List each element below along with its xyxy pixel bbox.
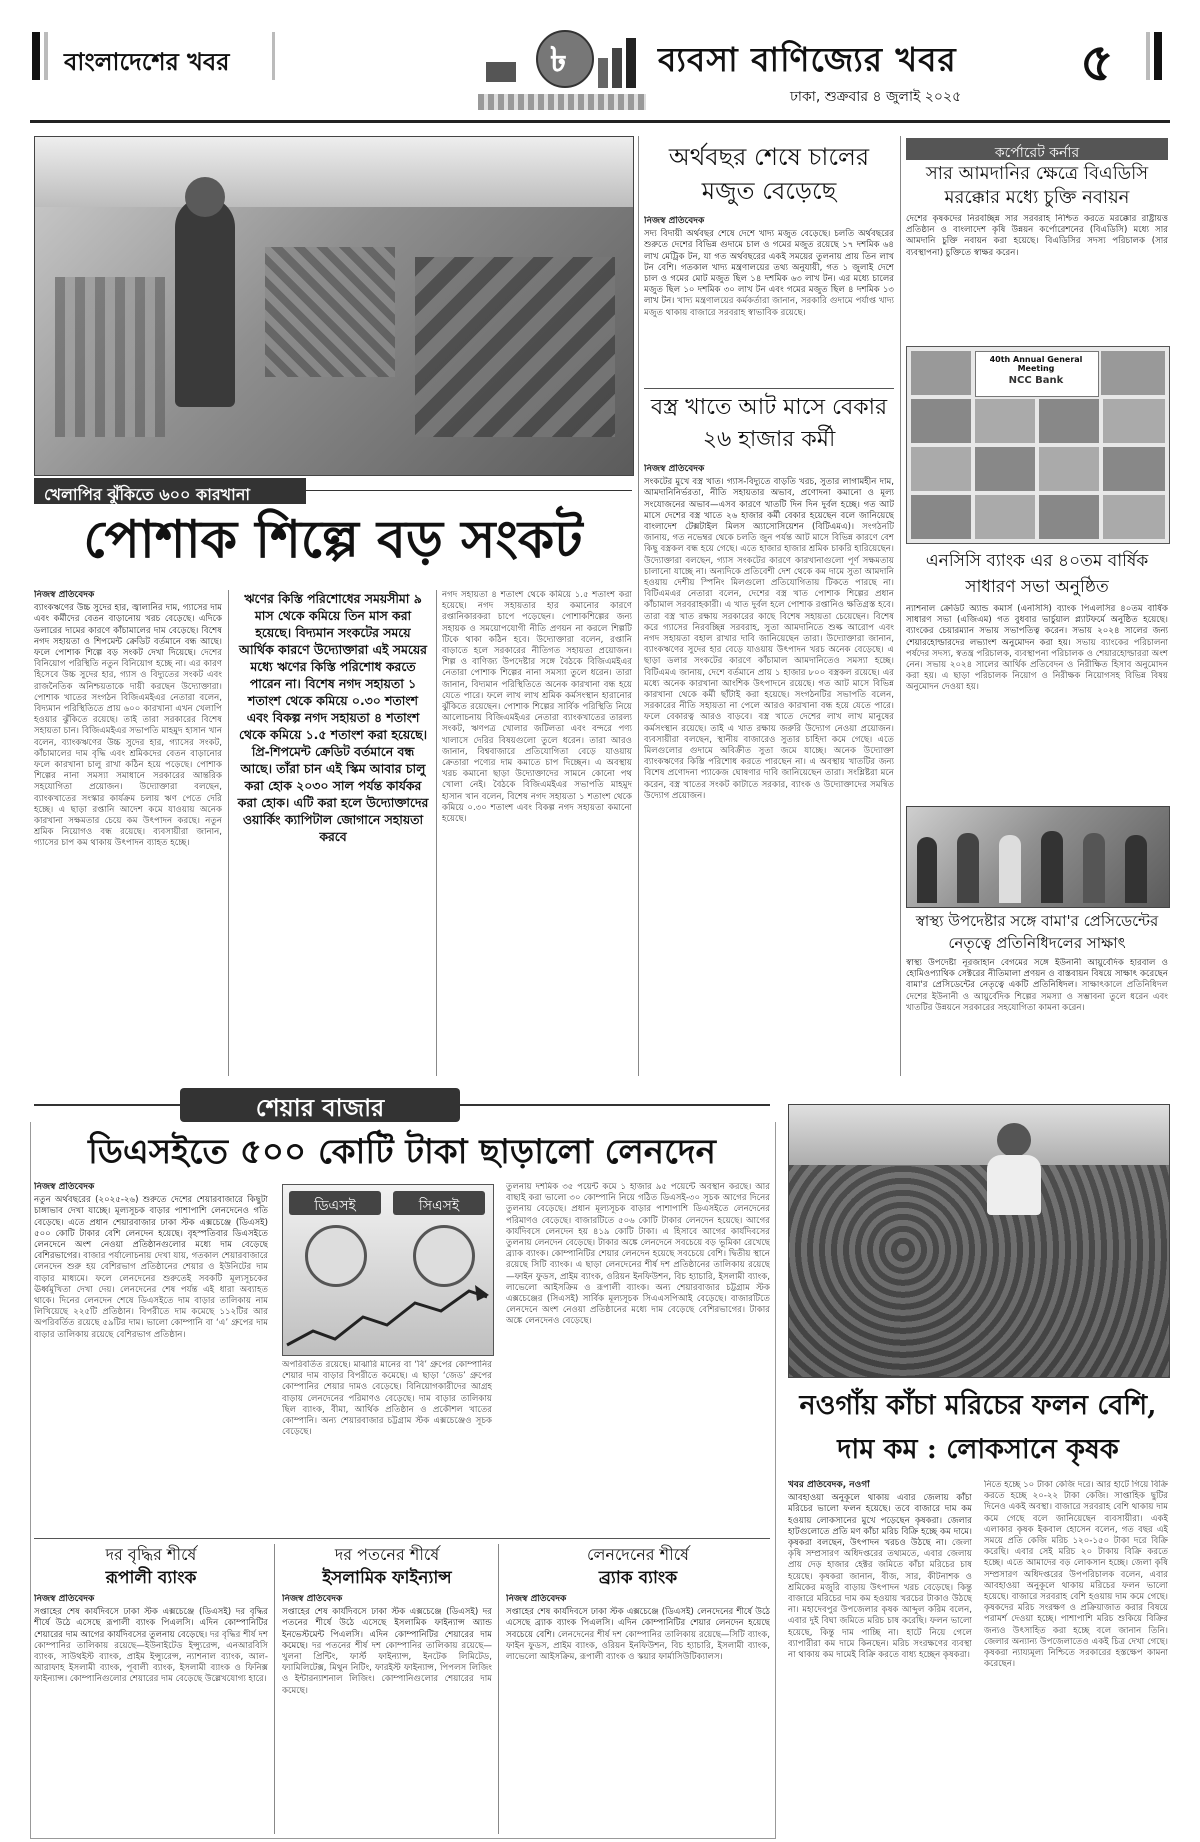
rice-rule	[644, 388, 894, 389]
sub1-kicker: দর বৃদ্ধির শীর্ষে	[105, 1545, 197, 1564]
lead-headline: পোশাক শিল্পে বড় সংকট	[83, 509, 583, 570]
textile-body: নিজস্ব প্রতিবেদক সংকটের মুখে বস্ত্র খাত। গ্যাস-বিদ্যুতে বাড়তি খরচ, সুতার লাগামহীন দাম, আমদানিনির্ভরতা, নীতি সহায়তার অভাব, প্রণোদনা কমানো ও মূল্য সংযোজনের অভাব—এসব কারণে খাতটি দিন দিন দুর্বল হচ্ছে। গত আট মাসে দেশের বস্ত্র খাতে ২৬ হাজার কর্মী বেকার হয়েছেন বলে জানিয়েছে বাংলাদেশ টেক্সটাইল মিলস অ্যাসোসিয়েশন (বিটিএমএ)। সংগঠনটি জানায়, গত নভেম্বর থেকে চলতি জুন পর্যন্ত আট মাসে বিভিন্ন কারণে বেশ কিছু বস্ত্রকল বন্ধ হয়ে গেছে। এতে হাজার হাজার শ্রমিক চাকরি হারিয়েছেন। উদ্যোক্তারা বলছেন, গ্যাস সংকটের কারণে কারখানাগুলো পূর্ণ সক্ষমতায় চালানো যাচ্ছে না। অন্যদিকে প্রতিবেশী দেশ থেকে কম দামে সুতা আমদানি হওয়ায় দেশীয় স্পিনিং মিলগুলো প্রতিযোগিতায় টিকতে পারছে না। বিটিএমএর নেতারা বলেন, দেশের বস্ত্র খাত পোশাক শিল্পের প্রধান কাঁচামাল সরবরাহকারী। এ খাত দুর্বল হলে পোশাক রপ্তানিও ক্ষতিগ্রস্ত হবে। তারা বস্ত্র খাত রক্ষায় সরকারের কাছে বিশেষ সহায়তা চেয়েছেন। বিশেষ করে গ্যাসের নিরবচ্ছিন্ন সরবরাহ, সুতা আমদানিতে শুল্ক আরোপ এবং নগদ সহায়তা বহাল রাখার দাবি জানিয়েছেন তারা। উদ্যোক্তারা জানান, ব্যাংকঋণের সুদের হার বেড়ে যাওয়ায় উৎপাদন খরচ অনেক বেড়েছে। এ ছাড়া ডলার সংকটের কারণে কাঁচামাল আমদানিতেও সমস্যা হচ্ছে। বিটিএমএ জানায়, দেশে বর্তমানে প্রায় ১ হাজার ৮০০ বস্ত্রকল রয়েছে। এর মধ্যে অনেক কারখানা আংশিক উৎপাদনে রয়েছে। গত আট মাসে বিভিন্ন কারখানা থেকে কর্মী ছাঁটাই করা হয়েছে। সংগঠনটির সভাপতি বলেন, সরকারের নীতি সহায়তা না পেলে আরও কারখানা বন্ধ হয়ে যেতে পারে। ফলে বেকারত্ব আরও বাড়বে। বস্ত্র খাতে দেশের লাখ লাখ মানুষের কর্মসংস্থান রয়েছে। তাই এ খাত রক্ষায় জরুরি উদ্যোগ নেওয়া প্রয়োজন। ব্যবসায়ীরা বলছেন, স্থানীয় বাজারেও সুতার চাহিদা কমে গেছে। এতে মিলগুলোর গুদামে অবিক্রীত সুতা জমে যাচ্ছে। অনেক উদ্যোক্তা ব্যাংকঋণের কিস্তি পরিশোধ করতে পারছেন না। এ অবস্থায় খাতটির জন্য বিশেষ প্রণোদনা প্যাকেজ ঘোষণার দাবি জানিয়েছেন তারা। সংশ্লিষ্টরা মনে করেন, বস্ত্র খাতের সংকট কাটাতে সরকার, ব্যাংক ও উদ্যোক্তাদের সমন্বিত উদ্যোগ প্রয়োজন।	[644, 464, 894, 801]
textile-byline: নিজস্ব প্রতিবেদক	[644, 464, 705, 474]
bama-body: স্বাস্থ্য উপদেষ্টা নূরজাহান বেগমের সঙ্গে ইউনানী আয়ুর্বেদিক হারবাল ও হোমিওপ্যাথিক সেক্টরের নীতিমালা প্রণয়ন ও বাস্তবায়ন বিষয়ে সাক্ষাৎ করেছেন বামা'র প্রেসিডেন্টের নেতৃত্বে একটি প্রতিনিধিদল। সাক্ষাৎকালে প্রতিনিধিদল দেশের ইউনানী ও আয়ুর্বেদিক শিল্পের সমস্যা ও সম্ভাবনা তুলে ধরেন এবং খাতটির উন্নয়নে সরকারের সহযোগিতা কামনা করেন।	[906, 958, 1168, 1013]
share-section-label: শেয়ার বাজার	[255, 1093, 385, 1122]
chili-body-text: আবহাওয়া অনুকূলে থাকায় এবার জেলায় কাঁচা মরিচের ভালো ফলন হয়েছে। তবে বাজারে দাম কম হওয়ায় লোকসানের মুখে পড়েছেন কৃষকরা। জেলার হাটগুলোতে প্রতি মণ কাঁচা মরিচ বিক্রি হচ্ছে কম দামে। কৃষকরা বলছেন, উৎপাদন খরচও উঠছে না।	[788, 1493, 972, 1549]
sub2-body-text: সপ্তাহের শেষ কার্যদিবসে ঢাকা স্টক এক্সচেঞ্জে (ডিএসই) দর পতনের শীর্ষে উঠে এসেছে ইসলামিক ফাইন্যান্স অ্যান্ড ইনভেস্টমেন্ট পিএলসি। এদিন কোম্পানিটির শেয়ারের দাম কমেছে।	[282, 1607, 492, 1651]
share-body-col3: তুলনায় দশমিক ৩৫ পয়েন্ট কমে ১ হাজার ৯৫ পয়েন্টে অবস্থান করছে। আর বাছাই করা ভালো ৩০ কোম্পানি নিয়ে গঠিত ডিএসই-৩০ সূচক আগের দিনের তুলনায় বেড়েছে। প্রধান মূল্যসূচক বাড়ার পাশাপাশি ডিএসইতে লেনদেনের পরিমাণও বেড়েছে। বাজারটিতে ৫০৬ কোটি টাকার লেনদেন হয়েছে। আগের কার্যদিবসে লেনদেন হয় ৪১৯ কোটি টাকা। এ হিসাবে আগের কার্যদিবসের তুলনায় লেনদেন বেড়েছে। টাকার অঙ্কে লেনদেনে সবচেয়ে বড় ভূমিকা রেখেছে ব্র্যাক ব্যাংক। কোম্পানিটির শেয়ার লেনদেন হয়েছে সবচেয়ে বেশি। দ্বিতীয় স্থানে রয়েছে সিটি ব্যাংক। এ ছাড়া লেনদেনের শীর্ষ দশ প্রতিষ্ঠানের তালিকায় রয়েছে—ফাইন ফুডস, প্রাইম ব্যাংক, ওরিয়ন ইনফিউশন, বিচ হ্যাচারি, ইসলামী ব্যাংক, লাভেলো আইসক্রিম ও রূপালী ব্যাংক। অন্য শেয়ারবাজার চট্টগ্রাম স্টক এক্সচেঞ্জের (সিএসই) সার্বিক মূল্যসূচক সিএএসপিআই বেড়েছে। বাজারটিতে লেনদেনে অংশ নেওয়া প্রতিষ্ঠানের মধ্যে দাম বেড়েছে বেশিরভাগের। টাকার অঙ্কে লেনদেনও বেড়েছে।	[506, 1182, 770, 1327]
lead-body-col3: নগদ সহায়তা ৪ শতাংশ থেকে কমিয়ে ১.৫ শতাংশ করা হয়েছে। নগদ সহায়তার হার কমানোর কারণে রপ্তানিকারকরা চাপে পড়েছেন। পোশাকশিল্পের জন্য সহায়ক ও সময়োপযোগী নীতি প্রণয়ন না করলে শিল্পটি টিকে থাকা কঠিন হবে। উদ্যোক্তারা বলেন, রপ্তানি বাড়াতে হলে সরকারের নীতিগত সহায়তা প্রয়োজন। শিল্প ও বাণিজ্য উপদেষ্টার সঙ্গে বৈঠকে বিজিএমইএর নেতারা পোশাক শিল্পের নানা সমস্যা তুলে ধরেন। তারা জানান, বিদ্যমান পরিস্থিতিতে অনেক কারখানা বন্ধ হয়ে যেতে পারে। ফলে লাখ লাখ শ্রমিক কর্মসংস্থান হারানোর ঝুঁকিতে রয়েছেন। পোশাক শিল্পের সার্বিক পরিস্থিতি নিয়ে আলোচনায় বিজিএমইএর নেতারা ব্যাংকখাতের তারল্য সংকট, ঋণপত্র খোলার জটিলতা এবং বন্দরে পণ্য খালাসে দেরির বিষয়গুলো তুলে ধরেন। তারা আরও জানান, বিশ্ববাজারে প্রতিযোগিতা বেড়ে যাওয়ায় ক্রেতারা পণ্যের দাম কমাতে চাপ দিচ্ছেন। এ অবস্থায় খরচ কমানো ছাড়া উদ্যোক্তাদের সামনে কোনো পথ খোলা নেই। বৈঠকে বিজিএমইএর সভাপতি মাহমুদ হাসান খান বলেন, বিশেষ নগদ সহায়তা ১ শতাংশ থেকে কমিয়ে ০.৩০ শতাংশ এবং বিকল্প নগদ সহায়তা কমানো হয়েছে।	[442, 590, 632, 825]
ncc-body: ন্যাশনাল ক্রেডিট অ্যান্ড কমার্স (এনসিসি) ব্যাংক পিএলসির ৪০তম বার্ষিক সাধারণ সভা (এজিএম) গত বুধবার ভার্চুয়াল প্ল্যাটফর্মে অনুষ্ঠিত হয়েছে। ব্যাংকের চেয়ারম্যান সভায় সভাপতিত্ব করেন। সভায় ২০২৪ সালের জন্য শেয়ারহোল্ডারদের লভ্যাংশ অনুমোদন করা হয়। সভায় ব্যাংকের পরিচালনা পর্ষদের সদস্য, স্বতন্ত্র পরিচালক, ব্যবস্থাপনা পরিচালক ও শেয়ারহোল্ডাররা অংশ নেন। সভায় ২০২৪ সালের আর্থিক প্রতিবেদন ও নিরীক্ষিত হিসাব অনুমোদন করা হয়। এ ছাড়া পরিচালক নিয়োগ ও নিরীক্ষক নিয়োগসহ বিভিন্ন বিষয় অনুমোদন দেওয়া হয়।	[906, 604, 1168, 693]
sub2-title: ইসলামিক ফাইন্যান্স	[322, 1568, 452, 1588]
rice-byline: নিজস্ব প্রতিবেদক	[644, 216, 705, 226]
lead-kicker-rule	[306, 490, 632, 491]
dse-logo-text: ডিএসই	[314, 1198, 356, 1214]
masthead	[0, 0, 1200, 124]
sub3-title: ব্র্যাক ব্যাংক	[598, 1568, 678, 1588]
sub1-body: নিজস্ব প্রতিবেদক সপ্তাহের শেষ কার্যদিবসে ঢাকা স্টক এক্সচেঞ্জে (ডিএসই) দর বৃদ্ধির শীর্ষে উঠে এসেছে রূপালী ব্যাংক পিএলসি। এদিন কোম্পানিটির শেয়ারের দাম আগের কার্যদিবসের তুলনায় বেড়েছে। দর বৃদ্ধির শীর্ষ দশ কোম্পানির তালিকায় রয়েছে—ইউনাইটেড ইন্স্যুরেন্স, এনআরবিসি ব্যাংক, সাউথইস্ট ব্যাংক, প্রাইম ইন্স্যুরেন্স, ন্যাশনাল ব্যাংক, আল-আরাফাহ ইসলামী ব্যাংক, পূবালী ব্যাংক, ইসলামী ব্যাংক ও ফিনিক্স ফাইন্যান্স। কোম্পানিগুলোর শেয়ারের দাম বেড়েছে উল্লেখযোগ্য হারে।	[34, 1594, 268, 1685]
lead-body-intro: ব্যাংকঋণের উচ্চ সুদের হার, জ্বালানির দাম, গ্যাসের দাম এবং কর্মীদের বেতন বাড়ানোয় খরচ বেড়েছে। এদিকে ডলারের দামের কারণে কাঁচামালের দাম বেড়েছে। বিশেষ নগদ সহায়তা ও শিপমেন্ট ক্রেডিট বর্তমানে বন্ধ আছে। ফলে পোশাক শিল্পে বড় সংকট দেখা দিয়েছে।	[34, 603, 222, 659]
share-body-col1: নিজস্ব প্রতিবেদক নতুন অর্থবছরের (২০২৫-২৬) শুরুতে দেশের শেয়ারবাজারে কিছুটা চাঙ্গাভাব দেখা যাচ্ছে। মূল্যসূচক বাড়ার পাশাপাশি লেনদেনেও গতি বেড়েছে। এতে প্রধান শেয়ারবাজার ঢাকা স্টক এক্সচেঞ্জে (ডিএসই) ৫০০ কোটি টাকার বেশি লেনদেন হয়েছে। বৃহস্পতিবার ডিএসইতে লেনদেনে অংশ নেওয়া প্রতিষ্ঠানগুলোর মধ্যে দাম বেড়েছে বেশিরভাগের। বাজার পর্যালোচনায় দেখা যায়, গতকাল শেয়ারবাজারে লেনদেন শুরু হয় বেশিরভাগ প্রতিষ্ঠানের শেয়ার ও ইউনিটের দাম বাড়ার মাধ্যমে। ফলে লেনদেনের শুরুতেই সবকটি মূল্যসূচকের ঊর্ধ্বমুখিতা দেখা দেয়। লেনদেনের শেষ পর্যন্ত এই ধারা অব্যাহত থাকে। দিনের লেনদেন শেষে ডিএসইতে দাম বাড়ার তালিকায় নাম লিখিয়েছে ২২৫টি প্রতিষ্ঠান। বিপরীতে দাম কমেছে ১১২টির আর অপরিবর্তিত রয়েছে ৫৯টির দাম। ভালো কোম্পানি বা ‘এ’ গ্রুপের দাম বাড়ার তালিকায় রয়েছে বেশিরভাগ প্রতিষ্ঠান।	[34, 1182, 268, 1340]
bama-headline: স্বাস্থ্য উপদেষ্টার সঙ্গে বামা'র প্রেসিডেন্টের নেতৃত্বে প্রতিনিধিদলের সাক্ষাৎ	[915, 912, 1159, 952]
share-box-border	[30, 1122, 776, 1839]
chili-body-col1: খবর প্রতিবেদক, নওগাঁ আবহাওয়া অনুকূলে থাকায় এবার জেলায় কাঁচা মরিচের ভালো ফলন হয়েছে। তবে বাজারে দাম কম হওয়ায় লোকসানের মুখে পড়েছেন কৃষকরা। জেলার হাটগুলোতে প্রতি মণ কাঁচা মরিচ বিক্রি হচ্ছে কম দামে। কৃষকরা বলছেন, উৎপাদন খরচও উঠছে না। জেলা কৃষি সম্প্রসারণ অধিদপ্তরের তথ্যমতে, এবার জেলায় প্রায় দেড় হাজার হেক্টর জমিতে কাঁচা মরিচের চাষ হয়েছে। কৃষকরা জানান, বীজ, সার, কীটনাশক ও শ্রমিকের মজুরি বাড়ায় উৎপাদন খরচ বেড়েছে। কিন্তু বাজারে মরিচের দাম কম হওয়ায় খরচের টাকাও উঠছে না। মহাদেবপুর উপজেলার কৃষক আব্দুল করিম বলেন, এবার দুই বিঘা জমিতে মরিচ চাষ করেছি। ফলন ভালো হয়েছে, কিন্তু দাম পাচ্ছি না। হাটে নিয়ে গেলে ব্যাপারীরা কম দামে কিনছেন। মরিচ সংরক্ষণের ব্যবস্থা না থাকায় কম দামেই বিক্রি করতে বাধ্য হচ্ছেন কৃষকরা।	[788, 1480, 972, 1661]
fertilizer-body: দেশের কৃষকদের নিরবচ্ছিন্ন সার সরবরাহ নিশ্চিত করতে মরক্কোর রাষ্ট্রায়ত্ত প্রতিষ্ঠান ও বাংলাদেশ কৃষি উন্নয়ন কর্পোরেশনের (বিএডিসি) মধ্যে সার আমদানি চুক্তি নবায়ন করা হয়েছে। বিএডিসির সদস্য পরিচালক (সার ব্যবস্থাপনা) চুক্তিতে স্বাক্ষর করেন।	[906, 214, 1168, 258]
ncc-body-text: ন্যাশনাল ক্রেডিট অ্যান্ড কমার্স (এনসিসি) ব্যাংক পিএলসির ৪০তম বার্ষিক সাধারণ সভা (এজিএম) গত বুধবার ভার্চুয়াল প্ল্যাটফর্মে অনুষ্ঠিত হয়েছে। ব্যাংকের চেয়ারম্যান সভায় সভাপতিত্ব করেন। সভায় ২০২৪ সালের জন্য শেয়ারহোল্ডারদের লভ্যাংশ অনুমোদন করা হয়।	[906, 604, 1168, 648]
lead-col-divider-2	[436, 590, 437, 1076]
share-body-text: নতুন অর্থবছরের (২০২৫-২৬) শুরুতে দেশের শেয়ারবাজারে কিছুটা চাঙ্গাভাব দেখা যাচ্ছে। মূল্যসূচক বাড়ার পাশাপাশি লেনদেনেও গতি বেড়েছে। এতে প্রধান শেয়ারবাজার ঢাকা স্টক এক্সচেঞ্জে (ডিএসই) ৫০০ কোটি টাকার বেশি লেনদেন হয়েছে। বৃহস্পতিবার ডিএসইতে লেনদেনে অংশ নেওয়া প্রতিষ্ঠানগুলোর মধ্যে দাম বেড়েছে বেশিরভাগের।	[34, 1195, 268, 1262]
sub3-kicker: লেনদেনের শীর্ষে	[587, 1545, 689, 1564]
dateline: ঢাকা, শুক্রবার ৪ জুলাই ২০২৫	[790, 89, 962, 105]
sub2-body: নিজস্ব প্রতিবেদক সপ্তাহের শেষ কার্যদিবসে ঢাকা স্টক এক্সচেঞ্জে (ডিএসই) দর পতনের শীর্ষে উঠে এসেছে ইসলামিক ফাইন্যান্স অ্যান্ড ইনভেস্টমেন্ট পিএলসি। এদিন কোম্পানিটির শেয়ারের দাম কমেছে। দর পতনের শীর্ষ দশ কোম্পানির তালিকায় রয়েছে—খুলনা প্রিন্টিং, ফার্স্ট ফাইন্যান্স, ইনটেক লিমিটেড, ফ্যামিলিটেক্স, মিথুন নিটিং, ফারইস্ট ফাইন্যান্স, পিপলস লিজিং ও ইন্টারন্যাশনাল লিজিং। কোম্পানিগুলোর শেয়ারের দাম কমেছে।	[282, 1594, 492, 1696]
taka-icon: ৳	[550, 40, 567, 80]
lead-pullquote: ঋণের কিস্তি পরিশোধের সময়সীমা ৯ মাস থেকে কমিয়ে তিন মাস করা হয়েছে। বিদ্যমান সংকটের সময়ে আর্থিক কারণে উদ্যোক্তারা এই সময়ের মধ্যে ঋণের কিস্তি পরিশোধ করতে পারেন না। বিশেষ নগদ সহায়তা ১ শতাংশ থেকে কমিয়ে ০.৩০ শতাংশ এবং বিকল্প নগদ সহায়তা ৪ শতাংশ থেকে কমিয়ে ১.৫ শতাংশ করা হয়েছে। প্রি-শিপমেন্ট ক্রেডিট বর্তমানে বন্ধ আছে। তাঁরা চান এই স্কিম আবার চালু করা হোক ২০৩০ সাল পর্যন্ত কার্যকর করা হোক। এটি করা হলে উদ্যোক্তাদের ওয়ার্কিং ক্যাপিটাল জোগানে সহায়তা করবে	[237, 591, 429, 844]
masthead-divider	[272, 32, 275, 80]
lead-kicker: খেলাপির ঝুঁকিতে ৬০০ কারখানা	[44, 485, 251, 504]
col-divider-right	[900, 136, 901, 1076]
masthead-left-bar-2	[44, 32, 48, 80]
chili-byline: খবর প্রতিবেদক, নওগাঁ	[788, 1480, 870, 1490]
finance-logo	[478, 22, 648, 114]
lead-byline: নিজস্ব প্রতিবেদক	[34, 590, 95, 600]
sub3-byline: নিজস্ব প্রতিবেদক	[506, 1594, 567, 1604]
sub3-body-text: সপ্তাহের শেষ কার্যদিবসে ঢাকা স্টক এক্সচেঞ্জে (ডিএসই) লেনদেনের শীর্ষে উঠে এসেছে ব্র্যাক ব্যাংক পিএলসি। এদিন কোম্পানিটির শেয়ার লেনদেন হয়েছে সবচেয়ে বেশি।	[506, 1607, 770, 1640]
sub2-byline: নিজস্ব প্রতিবেদক	[282, 1594, 343, 1604]
chili-body-col2: নিতে হচ্ছে ১০ টাকা কেজি দরে। আর হাটে গিয়ে বিক্রি করতে হচ্ছে ২০-২২ টাকা কেজি। সাপ্তাহিক ছুটির দিনেও একই অবস্থা। বাজারে সরবরাহ বেশি থাকায় দাম কমে গেছে বলে জানিয়েছেন ব্যবসায়ীরা। একই এলাকার কৃষক ইকবাল হোসেন বলেন, গত বছর এই সময়ে প্রতি কেজি মরিচ ১২০-১৫০ টাকা দরে বিক্রি করেছি। এবার সেই মরিচ ২০ টাকায় বিক্রি করতে হচ্ছে। এতে আমাদের বড় লোকসান হচ্ছে। জেলা কৃষি সম্প্রসারণ অধিদপ্তরের উপপরিচালক বলেন, এবার আবহাওয়া অনুকূলে থাকায় মরিচের ফলন ভালো হয়েছে। বাজারে সরবরাহ বেশি হওয়ায় দাম কমে গেছে। কৃষকদের মরিচ সংরক্ষণ ও প্রক্রিয়াজাত করার বিষয়ে পরামর্শ দেওয়া হচ্ছে। পাশাপাশি মরিচ শুকিয়ে বিক্রির জন্যও উৎসাহিত করা হচ্ছে বলে জানান তিনি। জেলার অন্যান্য উপজেলাতেও একই চিত্র দেখা গেছে। কৃষকরা ন্যায্যমূল্য নিশ্চিতে সরকারের হস্তক্ষেপ কামনা করেছেন।	[984, 1480, 1168, 1670]
ncc-headline: এনসিসি ব্যাংক এর ৪০তম বার্ষিক সাধারণ সভা অনুষ্ঠিত	[925, 551, 1149, 597]
share-headline: ডিএসইতে ৫০০ কোটি টাকা ছাড়ালো লেনদেন	[88, 1132, 716, 1172]
sub1-byline: নিজস্ব প্রতিবেদক	[34, 1594, 95, 1604]
rice-body-text: সদ্য বিদায়ী অর্থবছর শেষে দেশে খাদ্য মজুত বেড়েছে। চলতি অর্থবছরের শুরুতে দেশের বিভিন্ন গুদামে চাল ও গমের মজুত রয়েছে ১৭ দশমিক ৬৪ লাখ মেট্রিক টন, যা গত অর্থবছরের একই সময়ের তুলনায় প্রায় তিন লাখ টন বেশি। গতকাল খাদ্য মন্ত্রণালয়ের তথ্য অনুযায়ী, গত ১ জুলাই দেশে চাল ও গমের মোট মজুত ছিল ১৪ দশমিক ৬৩ লাখ টন। এর মধ্যে চালের মজুত ছিল ১০ দশমিক ৩০ লাখ টন এবং গমের মজুত ছিল ৪ দশমিক ১৩ লাখ টন।	[644, 229, 894, 307]
fertilizer-headline: সার আমদানির ক্ষেত্রে বিএডিসি মরক্কোর মধ্যে চুক্তি নবায়ন	[925, 163, 1149, 208]
sub1-title: রূপালী ব্যাংক	[105, 1568, 197, 1588]
corporate-label: কর্পোরেট কর্নার	[994, 145, 1080, 161]
sub2-kicker: দর পতনের শীর্ষে	[334, 1545, 440, 1564]
cse-logo-text: সিএসই	[418, 1198, 460, 1214]
page-number: ৫	[1080, 32, 1114, 93]
col-divider-center	[638, 136, 639, 1076]
sub3-body: নিজস্ব প্রতিবেদক সপ্তাহের শেষ কার্যদিবসে ঢাকা স্টক এক্সচেঞ্জে (ডিএসই) লেনদেনের শীর্ষে উঠে এসেছে ব্র্যাক ব্যাংক পিএলসি। এদিন কোম্পানিটির শেয়ার লেনদেন হয়েছে সবচেয়ে বেশি। লেনদেনের শীর্ষ দশ কোম্পানির তালিকায় রয়েছে—সিটি ব্যাংক, ফাইন ফুডস, প্রাইম ব্যাংক, ওরিয়ন ইনফিউশন, বিচ হ্যাচারি, ইসলামী ব্যাংক, লাভেলো আইসক্রিম, রূপালী ব্যাংক ও স্কয়ার ফার্মাসিউটিক্যালস।	[506, 1594, 770, 1663]
lead-body-col1: নিজস্ব প্রতিবেদক ব্যাংকঋণের উচ্চ সুদের হার, জ্বালানির দাম, গ্যাসের দাম এবং কর্মীদের বেতন বাড়ানোয় খরচ বেড়েছে। এদিকে ডলারের দামের কারণে কাঁচামালের দাম বেড়েছে। বিশেষ নগদ সহায়তা ও শিপমেন্ট ক্রেডিট বর্তমানে বন্ধ আছে। ফলে পোশাক শিল্পে বড় সংকট দেখা দিয়েছে। দেশের বিনিয়োগ পরিস্থিতি নতুন বিনিয়োগ হচ্ছে না। এর কারণ হিসেবে উচ্চ সুদের হার, গ্যাস ও বিদ্যুতের সংকট এবং রাজনৈতিক অনিশ্চয়তাকে দায়ী করছেন উদ্যোক্তারা। পোশাক খাতের সংগঠন বিজিএমইএর নেতারা বলেন, বিদ্যমান পরিস্থিতিতে প্রায় ৬০০ কারখানা এখন খেলাপি হওয়ার ঝুঁকিতে রয়েছে। তাই তারা সরকারের বিশেষ সহায়তা চান। বিজিএমইএর সভাপতি মাহমুদ হাসান খান বলেন, ব্যাংকঋণের উচ্চ সুদের হার, গ্যাসের সংকট, কাঁচামালের দাম বৃদ্ধি এবং শ্রমিকদের বেতন বাড়ানোর ফলে কারখানা চালু রাখা কঠিন হয়ে পড়েছে। পোশাক শিল্পের নানা সমস্যা সমাধানে সরকারের আন্তরিক সহযোগিতা প্রয়োজন। উদ্যোক্তারা বলছেন, ব্যাংকখাতের সংস্কার কার্যক্রম চলায় ঋণ পেতে দেরি হচ্ছে। এ ছাড়া রপ্তানি আদেশ কমে যাওয়ায় অনেক কারখানা সক্ষমতার চেয়ে কম উৎপাদন করছে। নতুন শ্রমিক নিয়োগও বন্ধ রয়েছে। ব্যবসায়ীরা জানান, গ্যাসের চাপ কম থাকায় উৎপাদন ব্যাহত হচ্ছে।	[34, 590, 222, 849]
ncc-screen-brand: NCC Bank	[1008, 375, 1064, 386]
rice-headline: অর্থবছর শেষে চালের মজুত বেড়েছে	[668, 143, 870, 205]
masthead-right-bar	[1146, 32, 1150, 80]
ncc-screen-label: 40th Annual General Meeting	[989, 355, 1083, 373]
masthead-right-bar-2	[1154, 32, 1162, 80]
sub1-body-text: সপ্তাহের শেষ কার্যদিবসে ঢাকা স্টক এক্সচেঞ্জে (ডিএসই) দর বৃদ্ধির শীর্ষে উঠে এসেছে রূপালী ব্যাংক পিএলসি। এদিন কোম্পানিটির শেয়ারের দাম আগের কার্যদিবসের তুলনায় বেড়েছে।	[34, 1607, 268, 1640]
share-byline: নিজস্ব প্রতিবেদক	[34, 1182, 95, 1192]
textile-body-text: সংকটের মুখে বস্ত্র খাত। গ্যাস-বিদ্যুতে বাড়তি খরচ, সুতার লাগামহীন দাম, আমদানিনির্ভরতা, নীতি সহায়তার অভাব, প্রণোদনা কমানো ও মূল্য সংযোজনের অভাব—এসব কারণে খাতটি দিন দিন দুর্বল হচ্ছে। গত আট মাসে দেশের বস্ত্র খাতে ২৬ হাজার কর্মী বেকার হয়েছেন বলে জানিয়েছে বাংলাদেশ টেক্সটাইল মিলস অ্যাসোসিয়েশন (বিটিএমএ)।	[644, 477, 894, 533]
share-body-col2: অপরিবর্তিত রয়েছে। মাঝারি মানের বা ‘বি’ গ্রুপের কোম্পানির শেয়ার দাম বাড়ার বিপরীতে কমেছে। এ ছাড়া ‘জেড’ গ্রুপের কোম্পানির শেয়ার দামও বেড়েছে। বিনিয়োগকারীদের আগ্রহ বাড়ায় লেনদেনের পরিমাণও বেড়েছে। দাম বাড়ার তালিকায় ছিল ব্যাংক, বীমা, আর্থিক প্রতিষ্ঠান ও প্রকৌশল খাতের কোম্পানি। অন্য শেয়ারবাজার চট্টগ্রাম স্টক এক্সচেঞ্জেও সূচক বেড়েছে।	[282, 1360, 492, 1438]
textile-headline: বস্ত্র খাতে আট মাসে বেকার ২৬ হাজার কর্মী	[650, 395, 888, 452]
section-label-left: বাংলাদেশের খবর	[64, 47, 230, 76]
bama-body-text: স্বাস্থ্য উপদেষ্টা নূরজাহান বেগমের সঙ্গে ইউনানী আয়ুর্বেদিক হারবাল ও হোমিওপ্যাথিক সেক্টরের নীতিমালা প্রণয়ন ও বাস্তবায়ন বিষয়ে সাক্ষাৎ করেছেন বামা'র প্রেসিডেন্টের নেতৃত্বে একটি প্রতিনিধিদল।	[906, 958, 1168, 991]
chili-field-photo	[788, 1104, 1170, 1378]
garment-factory-photo	[34, 136, 634, 476]
lead-col-divider-1	[228, 590, 229, 1076]
rice-body: নিজস্ব প্রতিবেদক সদ্য বিদায়ী অর্থবছর শেষে দেশে খাদ্য মজুত বেড়েছে। চলতি অর্থবছরের শুরুতে দেশের বিভিন্ন গুদামে চাল ও গমের মজুত রয়েছে ১৭ দশমিক ৬৪ লাখ মেট্রিক টন, যা গত অর্থবছরের একই সময়ের তুলনায় প্রায় তিন লাখ টন বেশি। গতকাল খাদ্য মন্ত্রণালয়ের তথ্য অনুযায়ী, গত ১ জুলাই দেশে চাল ও গমের মোট মজুত ছিল ১৪ দশমিক ৬৩ লাখ টন। এর মধ্যে চালের মজুত ছিল ১০ দশমিক ৩০ লাখ টন এবং গমের মজুত ছিল ৪ দশমিক ১৩ লাখ টন। খাদ্য মন্ত্রণালয়ের কর্মকর্তারা জানান, সরকারি গুদামে পর্যাপ্ত খাদ্য মজুত থাকায় বাজারে সরবরাহ স্বাভাবিক রয়েছে।	[644, 216, 894, 318]
chili-headline: নওগাঁয় কাঁচা মরিচের ফলন বেশি, দাম কম : লোকসানে কৃষক	[799, 1390, 1157, 1465]
masthead-rule	[30, 120, 1170, 123]
bama-meeting-photo	[906, 806, 1170, 908]
ncc-agm-photo	[906, 346, 1170, 544]
section-title: ব্যবসা বাণিজ্যের খবর	[658, 40, 957, 79]
masthead-left-bar	[32, 32, 40, 80]
